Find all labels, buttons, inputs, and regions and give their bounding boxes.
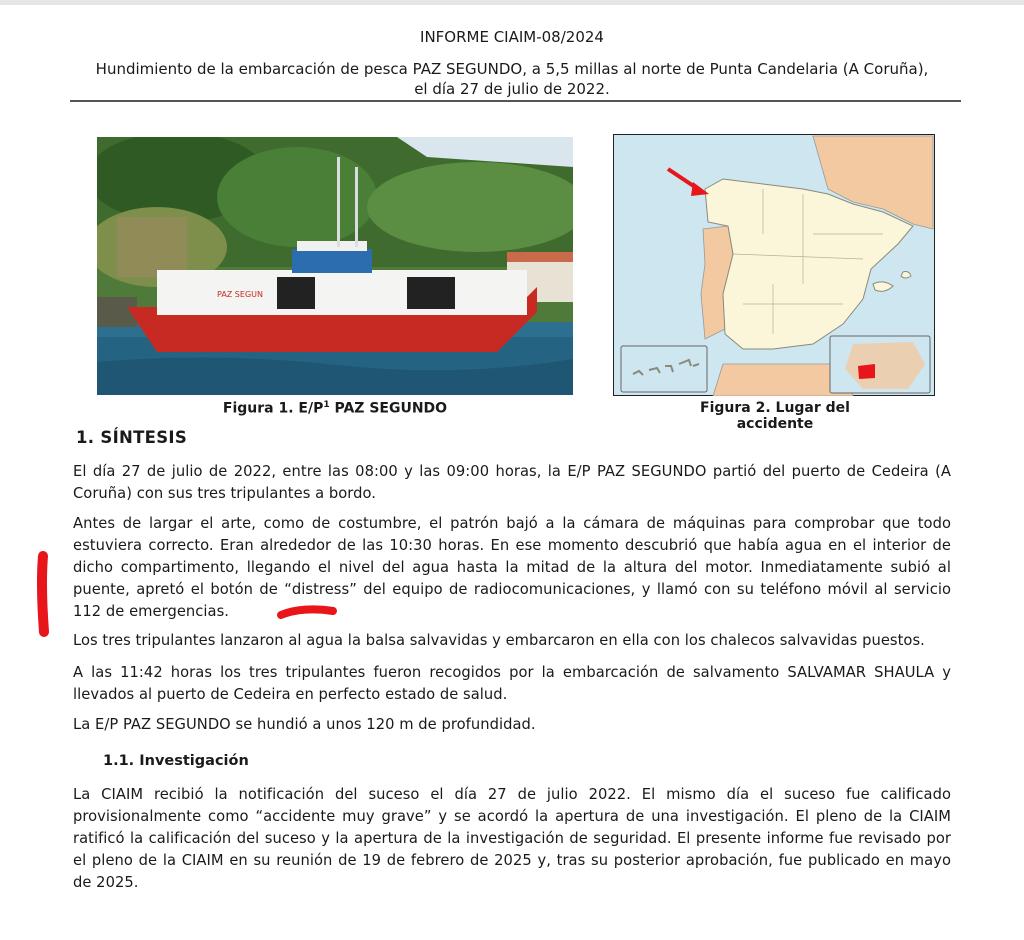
red-underline-mark bbox=[275, 600, 341, 624]
figure1-caption bbox=[180, 400, 490, 417]
red-margin-mark bbox=[30, 550, 60, 640]
header-rule bbox=[70, 100, 961, 102]
report-id: INFORME CIAIM-08/2024 bbox=[420, 28, 604, 46]
paragraph: La CIAIM recibió la notificación del suceso el día 27 de julio 2022. El mismo día el suceso fue calificado provisionalmente como “accidente muy grave” y se acordó la apertura de una investigación. El pleno de la CIAIM ratificó la calificación del suceso y la apertura de la investigación de seguridad. El presente informe fue revisado por el pleno de la CIAIM en su reunión de 19 de febrero de 2025 y, tras su posterior aprobación, fue publicado en mayo de 2025. bbox=[73, 786, 951, 891]
paragraph: A las 11:42 horas los tres tripulantes fueron recogidos por la embarcación de salvamento SALVAMAR SHAULA y llevados al puerto de Cedeira en perfecto estado de salud. bbox=[73, 664, 951, 703]
figure1-caption-text: Figura 1. E/P bbox=[222, 400, 324, 417]
location-map bbox=[613, 134, 935, 396]
top-edge-bar bbox=[0, 0, 1024, 5]
report-subtitle-line2: el día 27 de julio de 2022. bbox=[414, 80, 610, 98]
figure1-caption-tail: PAZ SEGUNDO bbox=[329, 400, 448, 417]
report-subtitle-line1: Hundimiento de la embarcación de pesca PAZ SEGUNDO, a 5,5 millas al norte de Punta Candelaria (A Coruña), bbox=[95, 60, 929, 78]
footnote-ref: 1 bbox=[323, 400, 330, 410]
section-heading-investigacion: 1.1. Investigación bbox=[103, 753, 249, 769]
boat-photo bbox=[97, 137, 573, 395]
paragraph: Los tres tripulantes lanzaron al agua la balsa salvavidas y embarcaron en ella con los chalecos salvavidas puestos. bbox=[73, 632, 925, 649]
paragraph: Antes de largar el arte, como de costumbre, el patrón bajó a la cámara de máquinas para comprobar que todo estuviera correcto. Eran alrededor de las 10:30 horas. En ese momento descubrió que había agua en el interior de dicho compartimento, llegando el nivel del agua hasta la mitad de la altura del motor. Inmediatamente subió al puente, apretó el botón de “distress” del equipo de radiocomunicaciones, y llamó con su teléfono móvil al servicio 112 de emergencias. bbox=[73, 515, 951, 620]
paragraph: El día 27 de julio de 2022, entre las 08:00 y las 09:00 horas, la E/P PAZ SEGUNDO partió del puerto de Cedeira (A Coruña) con sus tres tripulantes a bordo. bbox=[73, 463, 951, 502]
section-heading-sintesis: 1. SÍNTESIS bbox=[76, 428, 188, 447]
hull-name-text: PAZ SEGUN bbox=[217, 290, 263, 299]
paragraph: La E/P PAZ SEGUNDO se hundió a unos 120 m de profundidad. bbox=[73, 716, 536, 733]
figure2-caption: Figura 2. Lugar del accidente bbox=[700, 400, 850, 432]
